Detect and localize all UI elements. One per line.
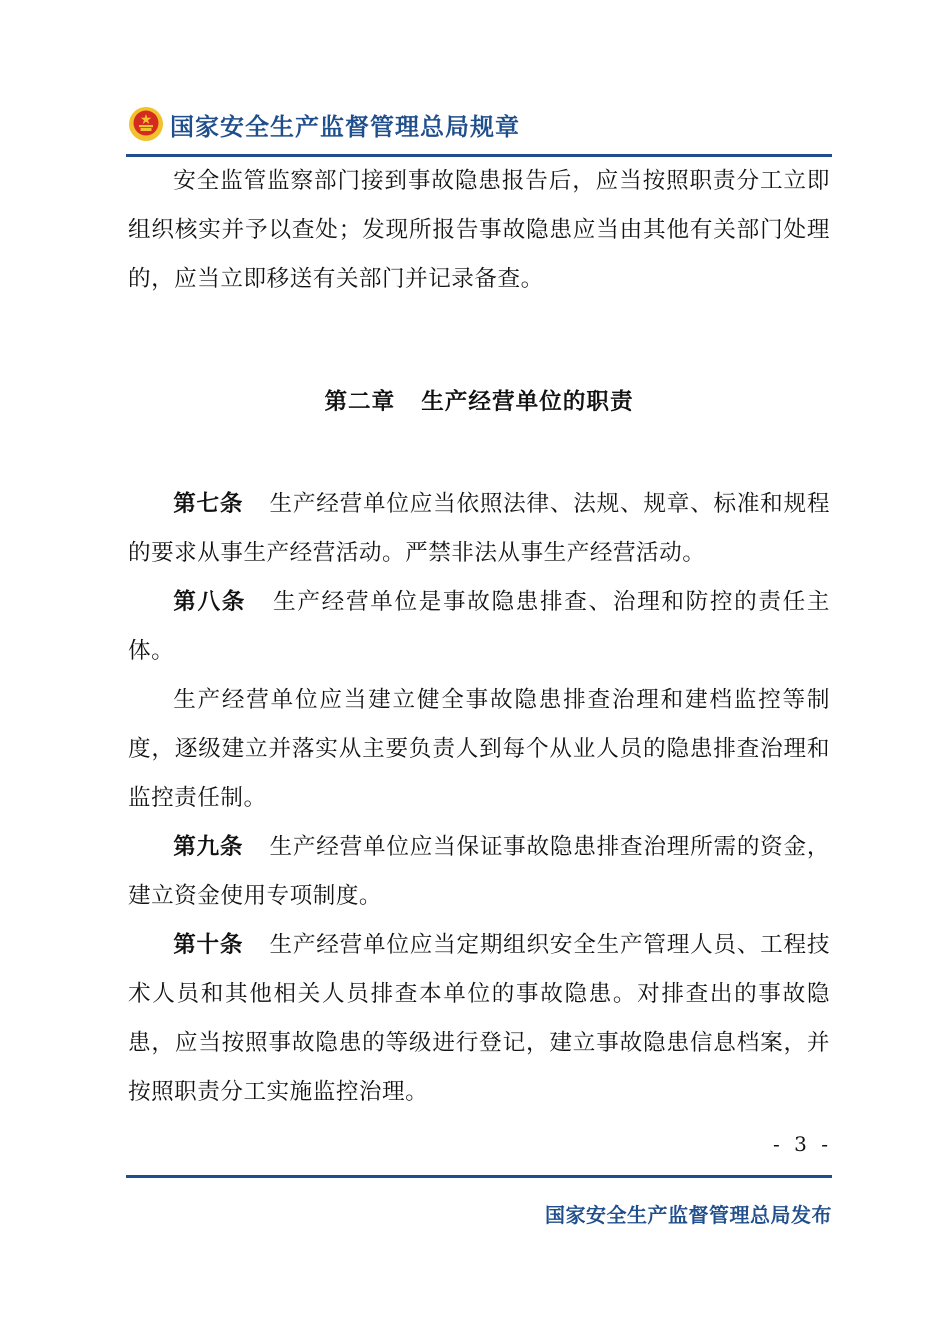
page-number: - 3 - <box>773 1132 832 1156</box>
chapter-heading <box>128 378 830 427</box>
article-10 <box>128 921 830 1117</box>
article-7 <box>128 480 830 578</box>
chapter-title: 生产经营单位的职责 <box>421 389 634 415</box>
intro-paragraph: 安全监管监察部门接到事故隐患报告后，应当按照职责分工立即组织核实并予以查处；发现所报告事故隐患应当由其他有关部门处理的，应当立即移送有关部门并记录备查。 <box>128 168 830 292</box>
article-heading: 第七条 <box>173 491 244 517</box>
chapter-number: 第二章 <box>324 389 396 415</box>
footer-divider <box>126 1175 832 1178</box>
articles-block <box>128 480 830 1117</box>
article-9 <box>128 823 830 921</box>
article-8-paragraph-2: 生产经营单位应当建立健全事故隐患排查治理和建档监控等制度，逐级建立并落实从主要负责人到每个从业人员的隐患排查治理和监控责任制。 <box>128 687 830 811</box>
header-title: 国家安全生产监督管理总局规章 <box>170 112 520 141</box>
article-text: 生产经营单位应当保证事故隐患排查治理所需的资金，建立资金使用专项制度。 <box>128 834 831 909</box>
article-heading: 第八条 <box>173 589 246 615</box>
article-text: 生产经营单位应当定期组织安全生产管理人员、工程技术人员和其他相关人员排查本单位的事故隐患。对排查出的事故隐患，应当按照事故隐患的等级进行登记，建立事故隐患信息档案，并按照职责分工实施监控治理。 <box>128 932 831 1105</box>
article-8 <box>128 578 830 676</box>
national-emblem-icon <box>128 106 164 142</box>
article-text: 生产经营单位应当依照法律、法规、规章、标准和规程的要求从事生产经营活动。严禁非法从事生产经营活动。 <box>128 491 831 566</box>
article-heading: 第十条 <box>173 932 244 958</box>
footer-publisher: 国家安全生产监督管理总局发布 <box>545 1203 832 1227</box>
article-text: 生产经营单位是事故隐患排查、治理和防控的责任主体。 <box>128 589 831 664</box>
intro-block <box>128 157 830 304</box>
page-header <box>128 100 520 148</box>
article-heading: 第九条 <box>173 834 244 860</box>
